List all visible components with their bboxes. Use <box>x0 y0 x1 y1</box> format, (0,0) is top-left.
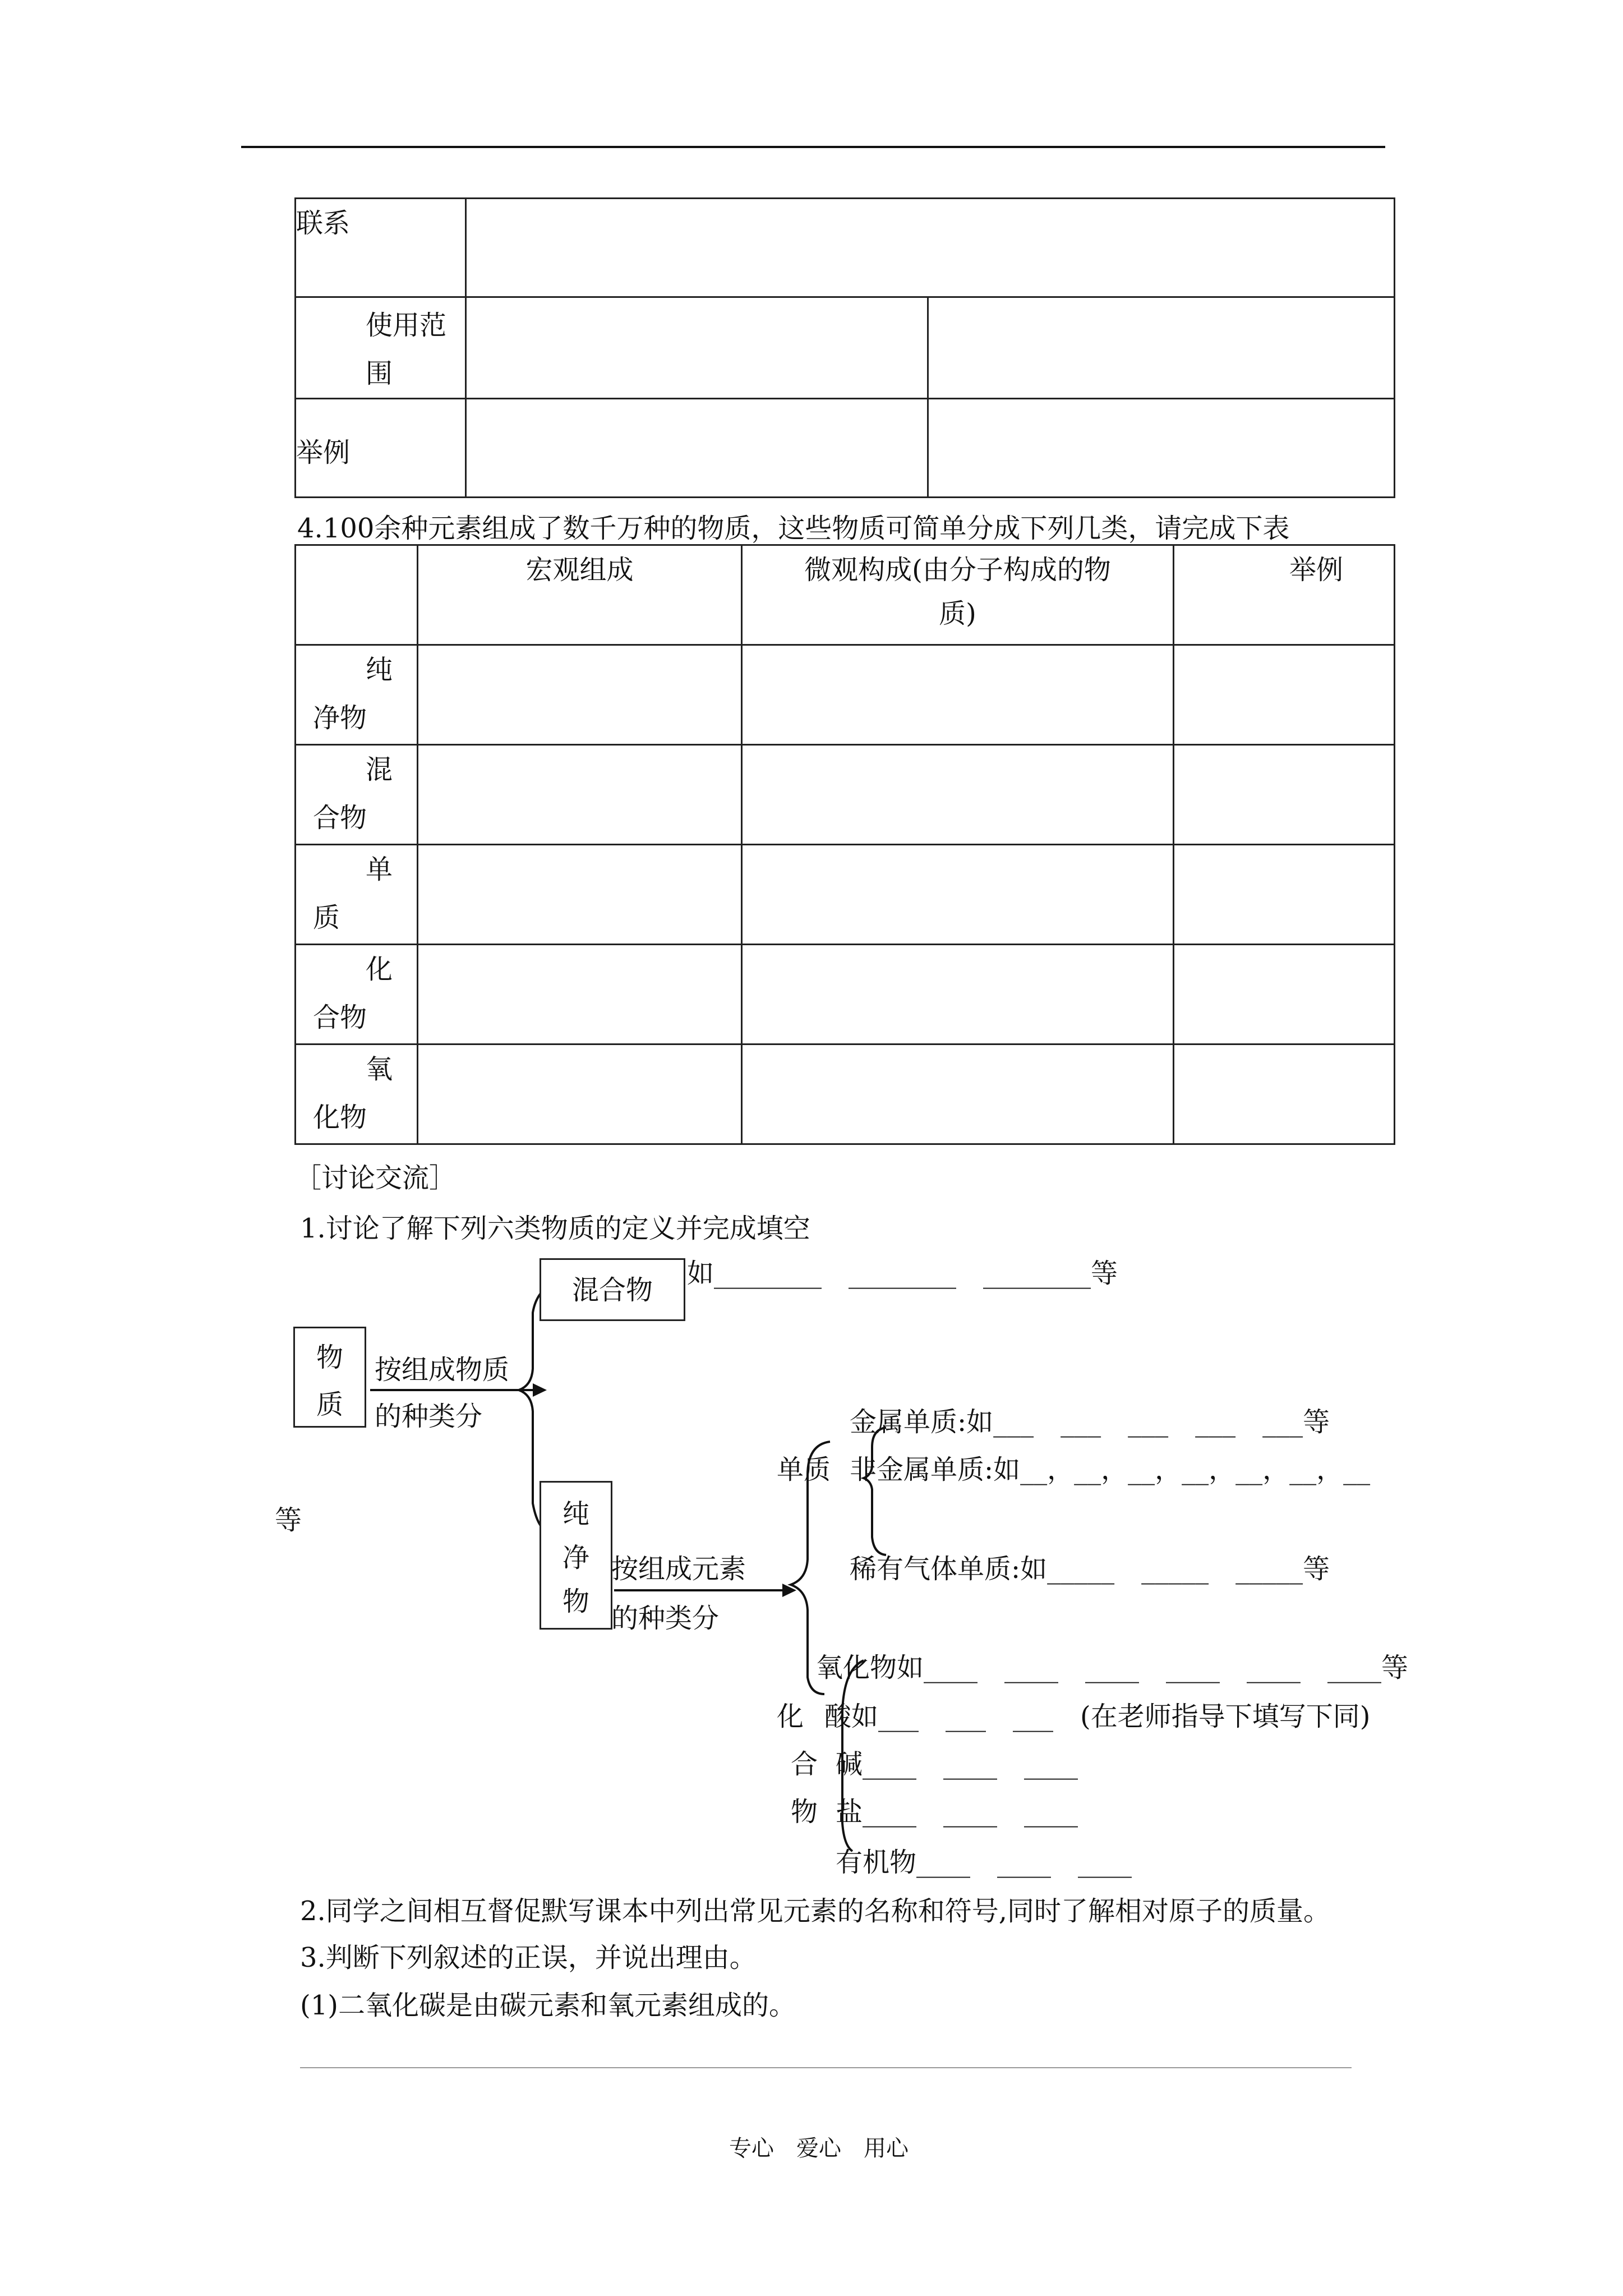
header-macro: 宏观组成 <box>418 545 742 645</box>
header-example: 举例 <box>1174 545 1395 645</box>
question-4: 4.100余种元素组成了数千万种的物质，这些物质可简单分成下列几类，请完成下表 <box>297 513 1290 544</box>
mixture-fill: 如________ ________ ________等 <box>687 1258 1118 1289</box>
label-compound-1: 化 <box>777 1701 804 1732</box>
question-3-1: (1)二氧化碳是由碳元素和氧元素组成的。 <box>300 1990 796 2021</box>
answer-line[interactable] <box>300 2067 1352 2068</box>
label-compound-2: 合 <box>791 1749 818 1780</box>
label-by-substance-2: 的种类分 <box>375 1401 483 1432</box>
row-label-oxide: 氧 化物 <box>296 1045 418 1144</box>
noble-gas-fill: 稀有气体单质:如_____ _____ _____等 <box>850 1553 1330 1585</box>
node-mixture: 混合物 <box>540 1258 685 1321</box>
question-2: 2.同学之间相互督促默写课本中列出常见元素的名称和符号,同时了解相对原子的质量。 <box>300 1895 1331 1927</box>
row-label-scope: 使用范 围 <box>296 297 466 399</box>
oxide-fill: 氧化物如____ ____ ____ ____ ____ ____等 <box>816 1652 1409 1683</box>
label-etc: 等 <box>275 1504 302 1536</box>
label-by-element: 按组成元素 <box>611 1553 746 1585</box>
row-label-pure: 纯 净物 <box>296 645 418 745</box>
label-by-element-2: 的种类分 <box>611 1603 720 1634</box>
node-pure-substance: 纯 净 物 <box>540 1481 612 1630</box>
salt-fill: 盐____ ____ ____ <box>836 1796 1078 1828</box>
discussion-title: ［讨论交流］ <box>294 1162 457 1194</box>
row-label-lianxi: 联系 <box>296 199 466 297</box>
acid-fill: 酸如___ ___ ___ (在老师指导下填写下同) <box>824 1701 1371 1732</box>
footer: 专心 爱心 用心 <box>729 2136 909 2161</box>
header-micro: 微观构成(由分子构成的物 质) <box>742 545 1174 645</box>
question-1: 1.讨论了解下列六类物质的定义并完成填空 <box>300 1213 810 1244</box>
question-3: 3.判断下列叙述的正误，并说出理由。 <box>300 1942 757 1973</box>
row-label-mixture: 混 合物 <box>296 745 418 845</box>
metal-element-fill: 金属单质:如___ ___ ___ ___ ___等 <box>850 1406 1330 1438</box>
organic-fill: 有机物____ ____ ____ <box>836 1847 1132 1878</box>
node-matter: 物 质 <box>293 1327 366 1428</box>
row-label-example: 举例 <box>296 399 466 498</box>
row-label-compound: 化 合物 <box>296 945 418 1045</box>
nonmetal-element-fill: 非金属单质:如__，__，__，__，__，__，__ <box>850 1454 1371 1485</box>
label-compound-3: 物 <box>791 1796 818 1828</box>
base-fill: 碱____ ____ ____ <box>836 1749 1078 1780</box>
row-label-element: 单 质 <box>296 845 418 945</box>
label-by-substance: 按组成物质 <box>375 1354 510 1386</box>
label-element-substance: 单质 <box>777 1454 831 1485</box>
